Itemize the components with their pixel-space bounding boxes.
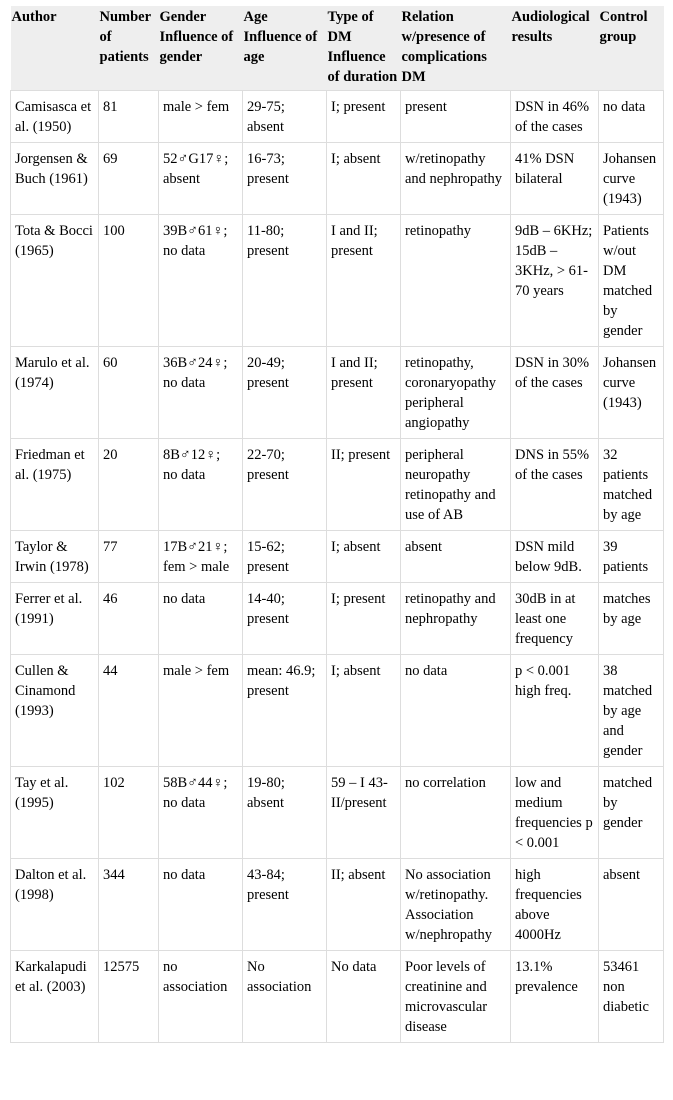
cell-control-group: matched by gender <box>599 767 664 859</box>
cell-age: 16-73; present <box>243 143 327 215</box>
cell-relation-complications: No association w/retinopathy. Association w/nephropathy <box>401 859 511 951</box>
table-row <box>11 215 664 347</box>
cell-audiological-results: DSN mild below 9dB. <box>511 531 599 583</box>
table-row <box>11 439 664 531</box>
cell-control-group: 53461 non diabetic <box>599 951 664 1043</box>
cell-age: 15-62; present <box>243 531 327 583</box>
cell-number-of-patients: 12575 <box>99 951 159 1043</box>
header-control-group: Control group <box>599 6 664 91</box>
cell-audiological-results: DNS in 55% of the cases <box>511 439 599 531</box>
header-author: Author <box>11 6 99 91</box>
cell-type-of-dm: I and II; present <box>327 215 401 347</box>
header-row <box>11 6 664 91</box>
cell-gender: male > fem <box>159 91 243 143</box>
cell-age: 22-70; present <box>243 439 327 531</box>
header-number-of-patients: Number of patients <box>99 6 159 91</box>
cell-control-group: 38 matched by age and gender <box>599 655 664 767</box>
cell-type-of-dm: I; absent <box>327 143 401 215</box>
cell-audiological-results: 9dB – 6KHz; 15dB – 3KHz, > 61-70 years <box>511 215 599 347</box>
cell-number-of-patients: 77 <box>99 531 159 583</box>
cell-type-of-dm: II; present <box>327 439 401 531</box>
cell-age: 19-80; absent <box>243 767 327 859</box>
cell-number-of-patients: 60 <box>99 347 159 439</box>
cell-number-of-patients: 344 <box>99 859 159 951</box>
cell-number-of-patients: 69 <box>99 143 159 215</box>
cell-control-group: no data <box>599 91 664 143</box>
table-row <box>11 859 664 951</box>
cell-control-group: 32 patients matched by age <box>599 439 664 531</box>
cell-author: Cullen & Cinamond (1993) <box>11 655 99 767</box>
cell-number-of-patients: 100 <box>99 215 159 347</box>
cell-gender: male > fem <box>159 655 243 767</box>
cell-age: 29-75; absent <box>243 91 327 143</box>
cell-age: mean: 46.9; present <box>243 655 327 767</box>
cell-control-group: Johansen curve (1943) <box>599 347 664 439</box>
header-relation-complications: Relation w/presence of complications DM <box>401 6 511 91</box>
cell-type-of-dm: I and II; present <box>327 347 401 439</box>
cell-relation-complications: no data <box>401 655 511 767</box>
table-container <box>10 6 663 1043</box>
cell-audiological-results: DSN in 46% of the cases <box>511 91 599 143</box>
cell-age: No association <box>243 951 327 1043</box>
table-header <box>11 6 664 91</box>
cell-author: Friedman et al. (1975) <box>11 439 99 531</box>
cell-gender: 52♂G17♀; absent <box>159 143 243 215</box>
cell-number-of-patients: 46 <box>99 583 159 655</box>
table-row <box>11 143 664 215</box>
cell-audiological-results: low and medium frequencies p < 0.001 <box>511 767 599 859</box>
cell-author: Taylor & Irwin (1978) <box>11 531 99 583</box>
cell-audiological-results: 30dB in at least one frequency <box>511 583 599 655</box>
cell-number-of-patients: 44 <box>99 655 159 767</box>
cell-author: Ferrer et al. (1991) <box>11 583 99 655</box>
cell-control-group: 39 patients <box>599 531 664 583</box>
cell-type-of-dm: I; absent <box>327 655 401 767</box>
cell-type-of-dm: II; absent <box>327 859 401 951</box>
cell-gender: no data <box>159 859 243 951</box>
table-body <box>11 91 664 1043</box>
cell-number-of-patients: 102 <box>99 767 159 859</box>
cell-relation-complications: retinopathy, coronaryopathy peripheral angiopathy <box>401 347 511 439</box>
cell-author: Dalton et al. (1998) <box>11 859 99 951</box>
cell-type-of-dm: I; absent <box>327 531 401 583</box>
cell-relation-complications: w/retinopathy and nephropathy <box>401 143 511 215</box>
cell-age: 43-84; present <box>243 859 327 951</box>
cell-gender: 36B♂24♀; no data <box>159 347 243 439</box>
cell-age: 14-40; present <box>243 583 327 655</box>
cell-type-of-dm: No data <box>327 951 401 1043</box>
cell-gender: 58B♂44♀; no data <box>159 767 243 859</box>
cell-control-group: Patients w/out DM matched by gender <box>599 215 664 347</box>
studies-table <box>10 6 664 1043</box>
cell-relation-complications: Poor levels of creatinine and microvascular disease <box>401 951 511 1043</box>
cell-control-group: matches by age <box>599 583 664 655</box>
cell-type-of-dm: I; present <box>327 91 401 143</box>
table-row <box>11 531 664 583</box>
cell-audiological-results: high frequencies above 4000Hz <box>511 859 599 951</box>
cell-control-group: Johansen curve (1943) <box>599 143 664 215</box>
cell-author: Karkalapudi et al. (2003) <box>11 951 99 1043</box>
cell-gender: no data <box>159 583 243 655</box>
cell-age: 20-49; present <box>243 347 327 439</box>
cell-type-of-dm: I; present <box>327 583 401 655</box>
cell-number-of-patients: 20 <box>99 439 159 531</box>
cell-age: 11-80; present <box>243 215 327 347</box>
header-age: Age Influence of age <box>243 6 327 91</box>
cell-number-of-patients: 81 <box>99 91 159 143</box>
cell-relation-complications: absent <box>401 531 511 583</box>
table-row <box>11 655 664 767</box>
cell-gender: 17B♂21♀; fem > male <box>159 531 243 583</box>
header-type-of-dm: Type of DM Influence of duration <box>327 6 401 91</box>
table-row <box>11 583 664 655</box>
cell-relation-complications: peripheral neuropathy retinopathy and use of AB <box>401 439 511 531</box>
cell-type-of-dm: 59 – I 43-II/present <box>327 767 401 859</box>
cell-audiological-results: 41% DSN bilateral <box>511 143 599 215</box>
cell-audiological-results: 13.1% prevalence <box>511 951 599 1043</box>
cell-gender: 8B♂12♀; no data <box>159 439 243 531</box>
table-row <box>11 91 664 143</box>
header-gender: Gender Influence of gender <box>159 6 243 91</box>
cell-gender: 39B♂61♀; no data <box>159 215 243 347</box>
cell-audiological-results: DSN in 30% of the cases <box>511 347 599 439</box>
cell-audiological-results: p < 0.001 high freq. <box>511 655 599 767</box>
cell-gender: no association <box>159 951 243 1043</box>
cell-relation-complications: no correlation <box>401 767 511 859</box>
header-audiological-results: Audiological results <box>511 6 599 91</box>
cell-author: Jorgensen & Buch (1961) <box>11 143 99 215</box>
table-row <box>11 767 664 859</box>
cell-author: Marulo et al. (1974) <box>11 347 99 439</box>
cell-relation-complications: present <box>401 91 511 143</box>
cell-author: Camisasca et al. (1950) <box>11 91 99 143</box>
table-row <box>11 951 664 1043</box>
cell-control-group: absent <box>599 859 664 951</box>
cell-author: Tota & Bocci (1965) <box>11 215 99 347</box>
table-row <box>11 347 664 439</box>
cell-author: Tay et al. (1995) <box>11 767 99 859</box>
cell-relation-complications: retinopathy <box>401 215 511 347</box>
cell-relation-complications: retinopathy and nephropathy <box>401 583 511 655</box>
